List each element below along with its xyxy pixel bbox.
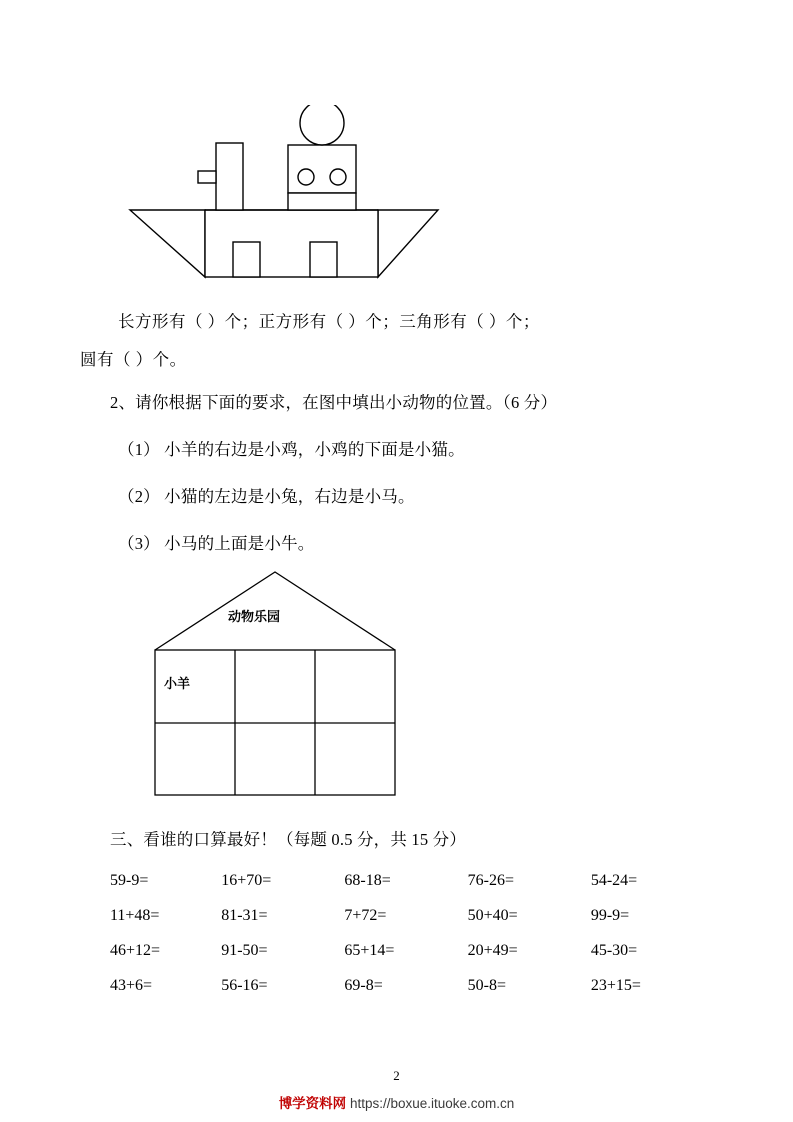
arithmetic-row — [110, 907, 690, 925]
watermark-url: https://boxue.ituoke.com.cn — [349, 1096, 515, 1111]
count-question-line-2: 圆有（ ）个。 — [80, 350, 187, 369]
arithmetic-row — [110, 942, 690, 960]
question2-stem: 2、请你根据下面的要求，在图中填出小动物的位置。（6 分） — [110, 393, 558, 412]
watermark-brand: 博学资料网 — [278, 1096, 347, 1111]
arithmetic-item: 7+72= — [344, 907, 387, 924]
arithmetic-row — [110, 977, 690, 995]
arithmetic-item: 50+40= — [467, 907, 518, 924]
arithmetic-item: 81-31= — [221, 907, 268, 924]
arithmetic-item: 69-8= — [344, 977, 383, 994]
arithmetic-item: 99-9= — [590, 907, 630, 924]
arithmetic-item: 56-16= — [221, 977, 268, 994]
arithmetic-item: 59-9= — [110, 872, 149, 889]
arithmetic-item: 65+14= — [344, 942, 395, 959]
zoo-title-label: 动物乐园 — [228, 609, 281, 624]
arithmetic-grid — [110, 872, 690, 1012]
arithmetic-item: 11+48= — [110, 907, 160, 924]
arithmetic-item: 43+6= — [110, 977, 153, 994]
count-question-line-1: 长方形有（ ）个；正方形有（ ）个；三角形有（ ）个； — [118, 312, 540, 331]
arithmetic-item: 46+12= — [110, 942, 161, 959]
arithmetic-item: 91-50= — [221, 942, 268, 959]
arithmetic-item: 54-24= — [590, 872, 638, 889]
question2-item-2: （2） 小猫的左边是小兔，右边是小马。 — [118, 487, 415, 506]
question2-item-3: （3） 小马的上面是小牛。 — [118, 534, 315, 553]
arithmetic-item: 23+15= — [590, 977, 641, 994]
arithmetic-item: 50-8= — [467, 977, 506, 994]
section3-heading: 三、看谁的口算最好！（每题 0.5 分，共 15 分） — [110, 830, 467, 849]
arithmetic-item: 20+49= — [467, 942, 518, 959]
zoo-house-figure — [120, 565, 430, 810]
arithmetic-item: 16+70= — [221, 872, 272, 889]
arithmetic-item: 68-18= — [344, 872, 391, 889]
question2-item-1: （1） 小羊的右边是小鸡，小鸡的下面是小猫。 — [118, 440, 465, 459]
ship-figure — [120, 105, 460, 285]
arithmetic-item: 45-30= — [590, 942, 638, 959]
zoo-cell-filled-label: 小羊 — [164, 676, 191, 691]
arithmetic-row — [110, 872, 690, 890]
page-number: 2 — [393, 1068, 400, 1083]
arithmetic-item: 76-26= — [467, 872, 514, 889]
watermark — [0, 1092, 793, 1112]
